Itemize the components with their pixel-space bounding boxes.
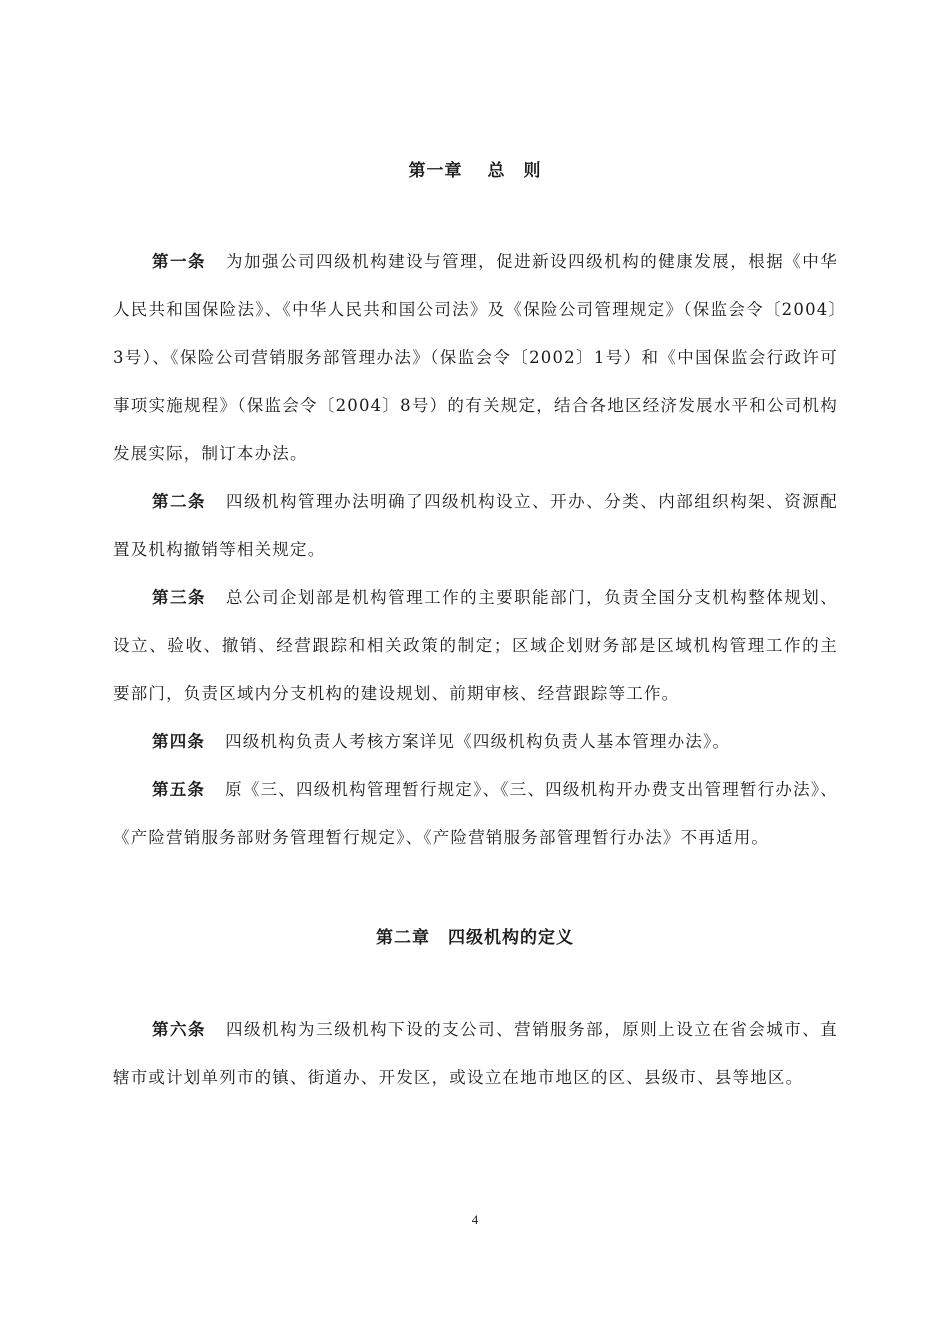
article-1 [113, 238, 838, 478]
article-text: 总公司企划部是机构管理工作的主要职能部门，负责全国分支机构整体规划、设立、验收、撤销、经营跟踪和相关政策的制定；区域企划财务部是区域机构管理工作的主要部门，负责区域内分支机构的建设规划、前期审核、经营跟踪等工作。 [113, 588, 838, 703]
article-6 [113, 1006, 838, 1102]
article-4 [113, 718, 838, 766]
page-number: 4 [471, 1212, 479, 1227]
article-number: 第五条 [152, 780, 206, 799]
article-number: 第三条 [152, 588, 207, 607]
article-text: 四级机构管理办法明确了四级机构设立、开办、分类、内部组织构架、资源配置及机构撤销等相关规定。 [113, 492, 838, 559]
article-text: 四级机构负责人考核方案详见《四级机构负责人基本管理办法》。 [225, 732, 731, 751]
article-text: 原《三、四级机构管理暂行规定》、《三、四级机构开办费支出管理暂行办法》、《产险营销服务部财务管理暂行规定》、《产险营销服务部管理暂行办法》不再适用。 [113, 780, 838, 847]
article-2 [113, 478, 838, 574]
chapter-title-2: 第二章 四级机构的定义 [376, 928, 574, 948]
article-number: 第一条 [152, 252, 207, 271]
article-number: 第二条 [152, 492, 207, 511]
article-text: 为加强公司四级机构建设与管理，促进新设四级机构的健康发展，根据《中华人民共和国保险法》、《中华人民共和国公司法》及《保险公司管理规定》（保监会令〔2004〕3号）、《保险公司营销服务部管理办法》（保监会令〔2002〕1号）和《中国保监会行政许可事项实施规程》（保监会令〔2004〕8号）的有关规定，结合各地区经济发展水平和公司机构发展实际，制订本办法。 [113, 252, 838, 463]
chapter-title-1: 第一章 总 则 [408, 161, 542, 181]
article-number: 第四条 [152, 732, 206, 751]
article-3 [113, 574, 838, 718]
article-5 [113, 766, 838, 862]
article-text: 四级机构为三级机构下设的支公司、营销服务部，原则上设立在省会城市、直辖市或计划单列市的镇、街道办、开发区，或设立在地市地区的区、县级市、县等地区。 [113, 1020, 838, 1087]
article-number: 第六条 [152, 1020, 207, 1039]
